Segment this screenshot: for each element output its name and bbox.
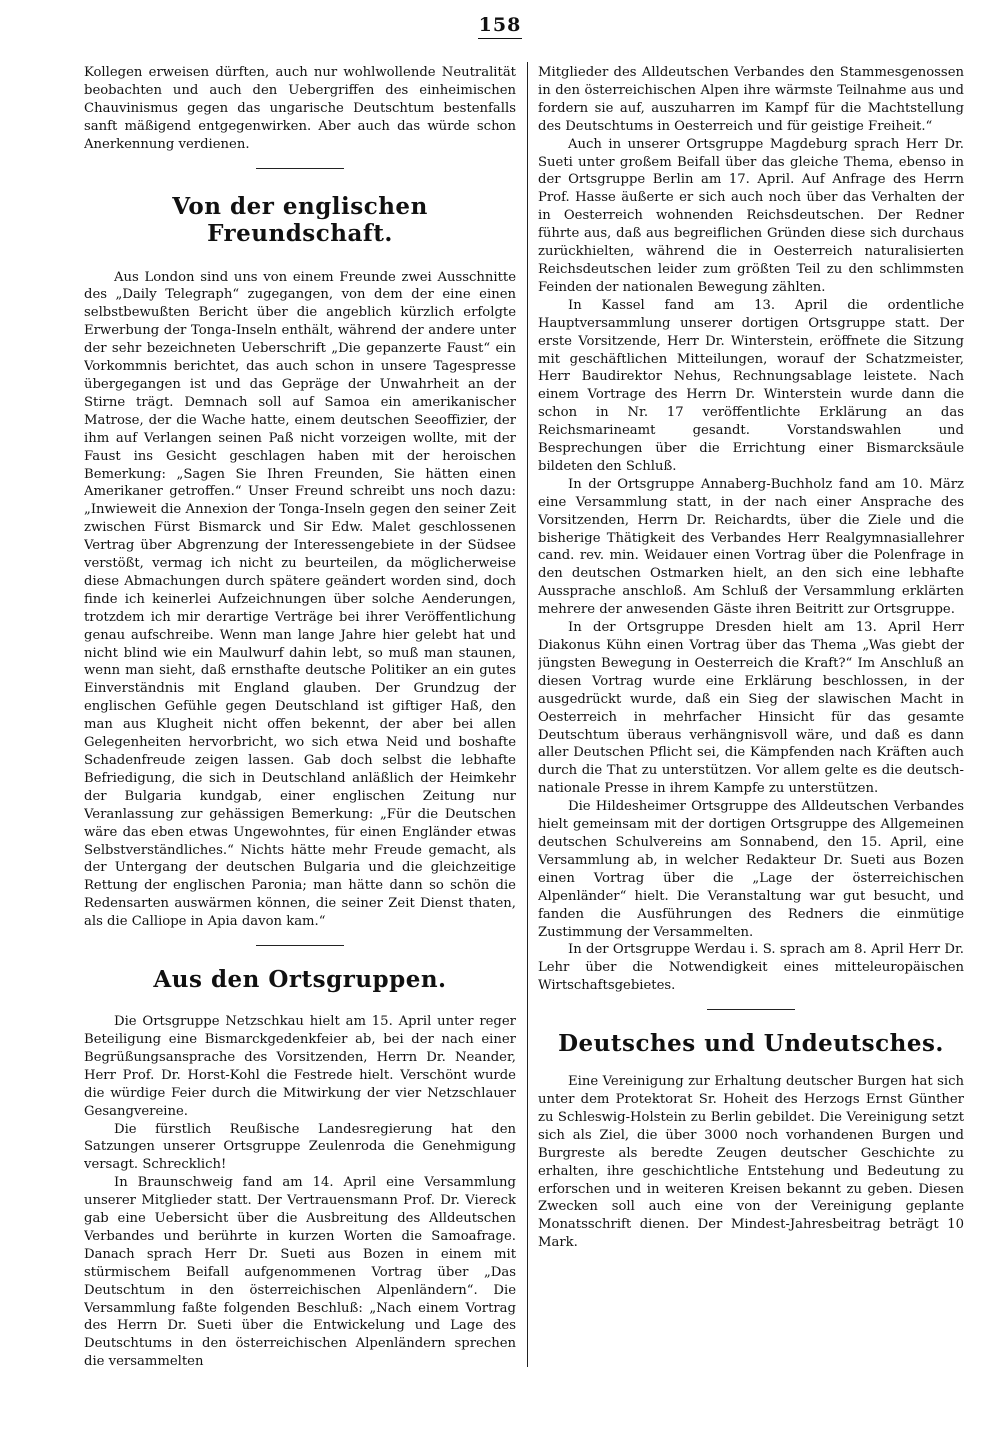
paragraph-intro: Kollegen erweisen dürften, auch nur wohlwollende Neutralität beobachten und auch den Uebergriffen des einheimischen Chauvinismus gegen das ungarische Deutschtum bestenfalls sanft mäßigend entgegenwirken. Aber auch das würde schon Anerkennung verdienen. xyxy=(84,65,516,152)
paragraph-annaberg: In der Ortsgruppe Annaberg-Buchholz fand am 10. März eine Versammlung statt, in der nach einer Ansprache des Vorsitzenden, Herrn Dr. Reichardts, über die Ziele und die bisherige Thätigkeit des Verbandes Herr Realgymnasiallehrer cand. rev. min. Weidauer einen Vortrag über die Polenfrage in den deutschen Ostmarken hielt, an den sich eine lebhafte Aussprache anschloß. Am Schluß der Versammlung erklärten mehrere der anwesenden Gäste ihren Beitritt zur Ortsgruppe. xyxy=(538,476,964,618)
right-column xyxy=(538,64,964,1364)
paragraph-dresden: In der Ortsgruppe Dresden hielt am 13. April Herr Diakonus Kühn einen Vortrag über das Thema „Was giebt der jüngsten Bewegung in Oesterreich die Kraft?“ Im Anschluß an diesen Vortrag wurde eine Erklärung beschlossen, in der ausgedrückt wurde, daß ein Sieg der slawischen Macht in Oesterreich in mehrfacher Hinsicht für das gesamte Deutschtum überaus verhängnisvoll wäre, und daß es dann aller Deutschen Pflicht sei, die Kämpfenden nach Kräften auch durch die That zu unterstützen. Vor allem gelte es die deutsch-nationale Presse in ihrem Kampfe zu unterstützen. xyxy=(538,620,964,797)
paragraph-continuation: Mitglieder des Alldeutschen Verbandes den Stammesgenossen in den österreichischen Alpen ihre wärmste Teilnahme aus und fordern sie auf, auszuharren im Kampf für die Machtstellung des Deutschtums in Oesterreich und für geistige Freiheit.“ xyxy=(538,65,964,134)
heading-german-and-ungerman: Deutsches und Undeutsches. xyxy=(558,1030,944,1058)
section-divider xyxy=(256,945,344,946)
paragraph-braunschweig: In Braunschweig fand am 14. April eine Versammlung unserer Mitglieder statt. Der Vertrauensmann Prof. Dr. Viereck gab eine Uebersicht über die Ausbreitung des Alldeutschen Verbandes und berührte in kurzen Worten die Samoafrage. Danach sprach Herr Dr. Sueti aus Bozen in einem mit stürmischem Beifall aufgenommenen Vortrag über „Das Deutschtum in den österreichischen Alpenländern“. Die Versammlung faßte folgenden Beschluß: „Nach einem Vortrag des Herrn Dr. Sueti über die Entwickelung und Lage des Deutschtums in den österreichischen Alpenländern sprechen die versammelten xyxy=(84,1175,516,1370)
left-column xyxy=(84,64,516,1374)
paragraph-english-friendship: Aus London sind uns von einem Freunde zwei Ausschnitte des „Daily Telegraph“ zugegangen, von dem der eine einen selbstbewußten Bericht über die angeblich kürzlich erfolgte Erwerbung der Tonga-Inseln enthält, während der andere unter der sehr bezeichneten Ueberschrift „Die gepanzerte Faust“ ein Vorkommnis berichtet, das auch schon in unsere Tagespresse übergegangen ist und das Gepräge der Unwahrheit an der Stirne trägt. Demnach soll auf Samoa ein amerikanischer Matrose, der die Wache hatte, einem deutschen Seeoffizier, der ihm auf Verlangen seinen Paß nicht vorzeigen wollte, mit der Faust ins Gesicht geschlagen haben mit der heroischen Bemerkung: „Sagen Sie Ihren Freunden, Sie hätten einen Amerikaner getroffen.“ Unser Freund schreibt uns noch dazu: „Inwieweit die Annexion der Tonga-Inseln gegen den seiner Zeit zwischen Fürst Bismarck und Sir Edw. Malet geschlossenen Vertrag über Abgrenzung der Interessengebiete in der Südsee verstößt, vermag ich nicht zu beurteilen, da möglicherweise diese Abmachungen durch spätere geändert worden sind, doch finde ich keinerlei Aufzeichnungen über solche Aenderungen, trotzdem ich mir derartige Verträge bei ihrer Veröffentlichung genau aufschreibe. Wenn man lange Jahre hier gelebt hat und nicht blind wie ein Maulwurf dahin lebt, so muß man staunen, wenn man sieht, daß ernsthafte deutsche Politiker an ein gutes Einverständnis mit England glauben. Der Grundzug der englischen Gefühle gegen Deutschland ist giftiger Haß, den man aus Klugheit nicht offen bekennt, der aber bei allen Gelegenheiten hervorbricht, wo sich etwa Neid und boshafte Schadenfreude zeigen lassen. Gab doch selbst die lebhafte Befriedigung, die sich in Deutschland anläßlich der Heimkehr der Bulgaria kundgab, einer englischen Zeitung nur Veranlassung zur gehässigen Bemerkung: „Für die Deutschen wäre das eben etwas Ungewohntes, für einen Engländer etwas Selbstverständliches.“ Nichts hätte mehr Freude gemacht, als der Untergang der deutschen Bulgaria und die gleichzeitige Rettung der englischen Paronia; man hätte dann so schön die Redensarten auswärmen können, die seiner Zeit Dienst thaten, als die Calliope in Apia davon kam.“ xyxy=(84,269,516,930)
paragraph-netzschkau: Die Ortsgruppe Netzschkau hielt am 15. April unter reger Beteiligung eine Bismarckgedenkfeier ab, bei der nach einer Begrüßungsansprache des Vorsitzenden, Herrn Dr. Neander, Herr Prof. Dr. Horst-Kohl die Festrede hielt. Verschönt wurde die würdige Feier durch die Mitwirkung der vier Netzschlauer Gesangvereine. xyxy=(84,1014,516,1119)
paragraph-hildesheim: Die Hildesheimer Ortsgruppe des Alldeutschen Verbandes hielt gemeinsam mit der dortigen Ortsgruppe des Allgemeinen deutschen Schulvereins am Sonnabend, den 15. April, eine Versammlung ab, in welcher Redakteur Dr. Sueti aus Bozen einen Vortrag über die „Lage der österreichischen Alpenländer“ hielt. Die Veranstaltung war gut besucht, und fanden die Ausführungen des Redners die einmütige Zustimmung der Versammelten. xyxy=(538,799,964,940)
paragraph-werdau: In der Ortsgruppe Werdau i. S. sprach am 8. April Herr Dr. Lehr über die Notwendigkeit eines mitteleuropäischen Wirtschaftsgebietes. xyxy=(538,942,964,994)
section-divider xyxy=(707,1009,795,1010)
heading-local-groups: Aus den Ortsgruppen. xyxy=(153,966,447,994)
section-divider xyxy=(256,168,344,169)
column-divider xyxy=(527,62,528,1367)
paragraph-castles: Eine Vereinigung zur Erhaltung deutscher Burgen hat sich unter dem Protektorat Sr. Hoheit des Herzogs Ernst Günther zu Schleswig-Holstein zu Berlin gebildet. Die Vereinigung setzt sich als Ziel, die über 3000 noch vorhandenen Burgen und Burgreste als beredte Zeugen deutscher Geschichte zu erhalten, ihre geschichtliche Entstehung und Bedeutung zu erforschen und in weiteren Kreisen bekannt zu geben. Diesen Zwecken soll auch eine von der Vereinigung geplante Monatsschrift dienen. Der Mindest-Jahresbeitrag beträgt 10 Mark. xyxy=(538,1074,964,1251)
paragraph-kassel: In Kassel fand am 13. April die ordentliche Hauptversammlung unserer dortigen Ortsgruppe statt. Der erste Vorsitzende, Herr Dr. Winterstein, eröffnete die Sitzung mit geschäftlichen Mitteilungen, worauf der Schatzmeister, Herr Baudirektor Nehus, Rechnungsablage leistete. Nach einem Vortrage des Herrn Dr. Winterstein wurde dann die schon in Nr. 17 veröffentlichte Erklärung an das Reichsmarineamt gesandt. Vorstandswahlen und Besprechungen über die Errichtung einer Bismarcksäule bildeten den Schluß. xyxy=(538,297,964,474)
page-number: 158 xyxy=(0,14,1000,39)
paragraph-zeulenroda: Die fürstlich Reußische Landesregierung hat den Satzungen unserer Ortsgruppe Zeulenroda die Genehmigung versagt. Schrecklich! xyxy=(84,1121,516,1173)
heading-english-friendship: Von der englischen Freundschaft. xyxy=(172,192,428,247)
paragraph-magdeburg: Auch in unserer Ortsgruppe Magdeburg sprach Herr Dr. Sueti unter großem Beifall über das gleiche Thema, ebenso in der Ortsgruppe Berlin am 17. April. Auf Anfrage des Herrn Prof. Hasse äußerte er sich auch noch über das Verhalten der in Oesterreich wohnenden Reichsdeutschen. Der Redner führte aus, daß aus begreiflichen Gründen diese sich durchaus zurückhielten, während die in Oesterreich naturalisierten Reichsdeutschen leider zum größten Teil zu den schlimmsten Feinden der nationalen Bewegung zählten. xyxy=(538,136,964,295)
